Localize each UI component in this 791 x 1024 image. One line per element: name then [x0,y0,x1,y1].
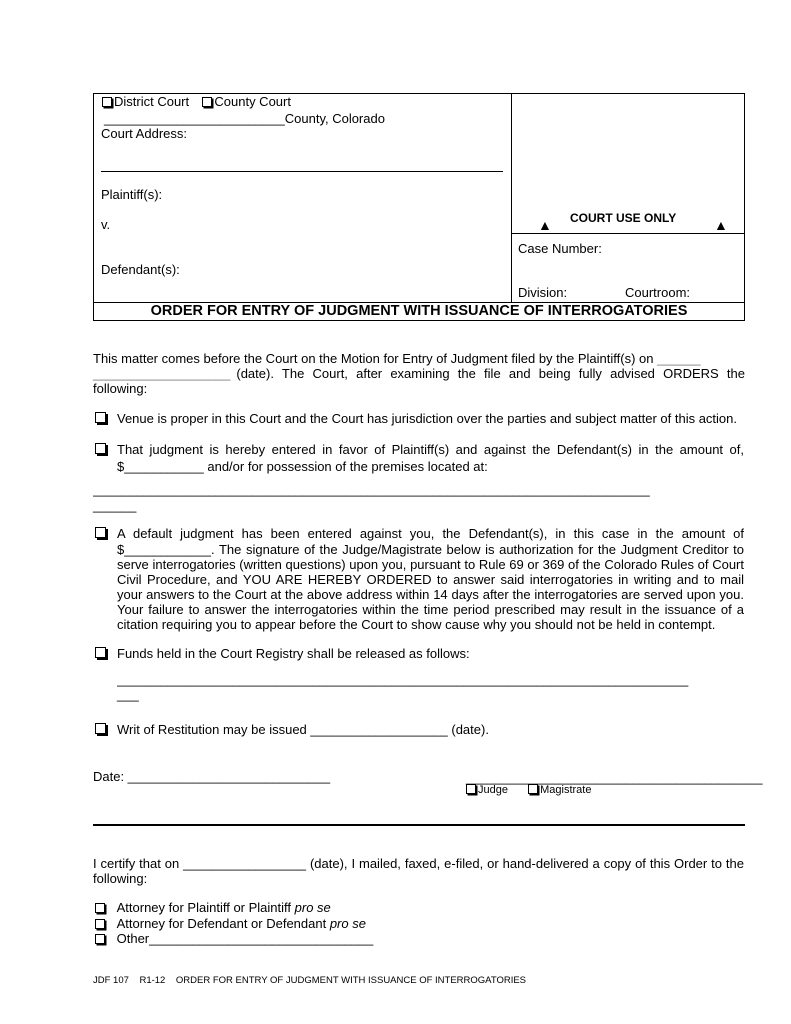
district-court-label: District Court [114,94,190,109]
intro-line-2 [93,366,745,381]
default-judgment-line-1: A default judgment has been entered against you, the Defendant(s), in this case in the amount of [117,526,744,541]
premises-line[interactable]: _____________________________________________________________________________ [93,482,650,497]
pro-se-plaintiff: pro se [294,900,331,915]
venue-checkbox[interactable] [95,409,108,427]
date-signature-line[interactable]: Date: ____________________________ [93,769,331,784]
right-triangle-icon: ▲ [714,217,728,233]
judgment-line-1: That judgment is hereby entered in favor of Plaintiff(s) and against the Defendant(s) in the amount of, [117,442,744,457]
county-court-label: County Court [214,94,291,109]
intro-line-3: following: [93,381,148,396]
division-label: Division: [518,285,568,300]
courtroom-label: Courtroom: [625,285,691,300]
cert-option-other [95,931,373,946]
cert-defendant-checkbox[interactable] [95,919,105,929]
magistrate-label: Magistrate [540,784,592,796]
county-line: _________________________County, Colorado [104,111,385,126]
default-judgment-paragraph: $____________. The signature of the Judge/Magistrate below is authorization for the Judgment Creditor to serve interrogatories (written questions) upon you, pursuant to Rule 69 or 369 of the Colorado Rules of Court Civil Procedure, and YOU ARE HEREBY ORDERED to answer said interrogatories in writing and to mail your answers to the Court at the above address within 14 days after the interrogatories are served upon you. Your failure to answer the interrogatories within the time period prescribed may result in the issuance of a citation requiring you to appear before the Court to show cause why you should not be held in contempt. [117,542,744,632]
magistrate-checkbox[interactable] [528,784,538,794]
case-number-label: Case Number: [518,241,602,256]
judge-magistrate-row [466,784,591,797]
default-judgment-checkbox[interactable] [95,524,108,542]
venue-text: Venue is proper in this Court and the Court has jurisdiction over the parties and subject matter of this action. [117,411,738,426]
funds-line-continued[interactable]: ___ [117,687,139,702]
versus-label: v. [101,217,111,232]
funds-line[interactable]: _______________________________________________________________________________ [117,672,689,687]
document-title: ORDER FOR ENTRY OF JUDGMENT WITH ISSUANCE OF INTERROGATORIES [150,303,688,319]
judgment-checkbox[interactable] [95,440,108,458]
premises-line-continued[interactable]: ______ [93,498,137,513]
cert-other-checkbox[interactable] [95,934,105,944]
intro-line-1 [93,351,745,366]
motion-date-blank[interactable]: ______ [657,351,701,366]
cert-plaintiff-checkbox[interactable] [95,903,105,913]
caption-divider [511,93,512,302]
defendants-label: Defendant(s): [101,262,180,277]
judgment-line-2[interactable]: $___________ and/or for possession of the premises located at: [117,459,488,474]
cert-other-label[interactable]: Other_______________________________ [116,931,374,946]
county-court-checkbox[interactable] [202,97,212,107]
writ-checkbox[interactable] [95,720,108,738]
court-use-only-label: COURT USE ONLY [570,211,677,225]
funds-checkbox[interactable] [95,644,108,662]
cert-option-defendant [95,916,366,931]
cert-plaintiff-label: Attorney for Plaintiff or Plaintiff [116,900,292,915]
writ-text[interactable]: Writ of Restitution may be issued ___________________ (date). [117,722,489,737]
judge-signature-line[interactable]: _________________________________________ [466,770,763,785]
pro-se-defendant: pro se [329,916,366,931]
intro-date-blank[interactable]: ___________________ [93,366,231,381]
judge-checkbox[interactable] [466,784,476,794]
court-use-divider [511,233,745,234]
cert-option-plaintiff [95,900,331,915]
court-address-label: Court Address: [101,126,187,141]
intro-line-1-text: This matter comes before the Court on the Motion for Entry of Judgment filed by the Plaintiff(s) on [93,351,654,366]
plaintiffs-label: Plaintiff(s): [101,187,163,202]
court-address-line[interactable] [101,171,503,172]
court-type-row [102,94,291,109]
footer-form-id: JDF 107 R1-12 ORDER FOR ENTRY OF JUDGMENT WITH ISSUANCE OF INTERROGATORIES [93,975,527,986]
section-divider [93,824,745,826]
intro-line-2-text: (date). The Court, after examining the file and being fully advised ORDERS the [236,366,745,381]
certificate-line-2: following: [93,871,148,886]
funds-text: Funds held in the Court Registry shall be released as follows: [117,646,470,661]
district-court-checkbox[interactable] [102,97,112,107]
cert-defendant-label: Attorney for Defendant or Defendant [116,916,327,931]
judge-label: Judge [478,784,508,796]
left-triangle-icon: ▲ [538,217,552,233]
certificate-line-1: I certify that on _________________ (date), I mailed, faxed, e-filed, or hand-delivered a copy of this Order to the [93,856,744,871]
